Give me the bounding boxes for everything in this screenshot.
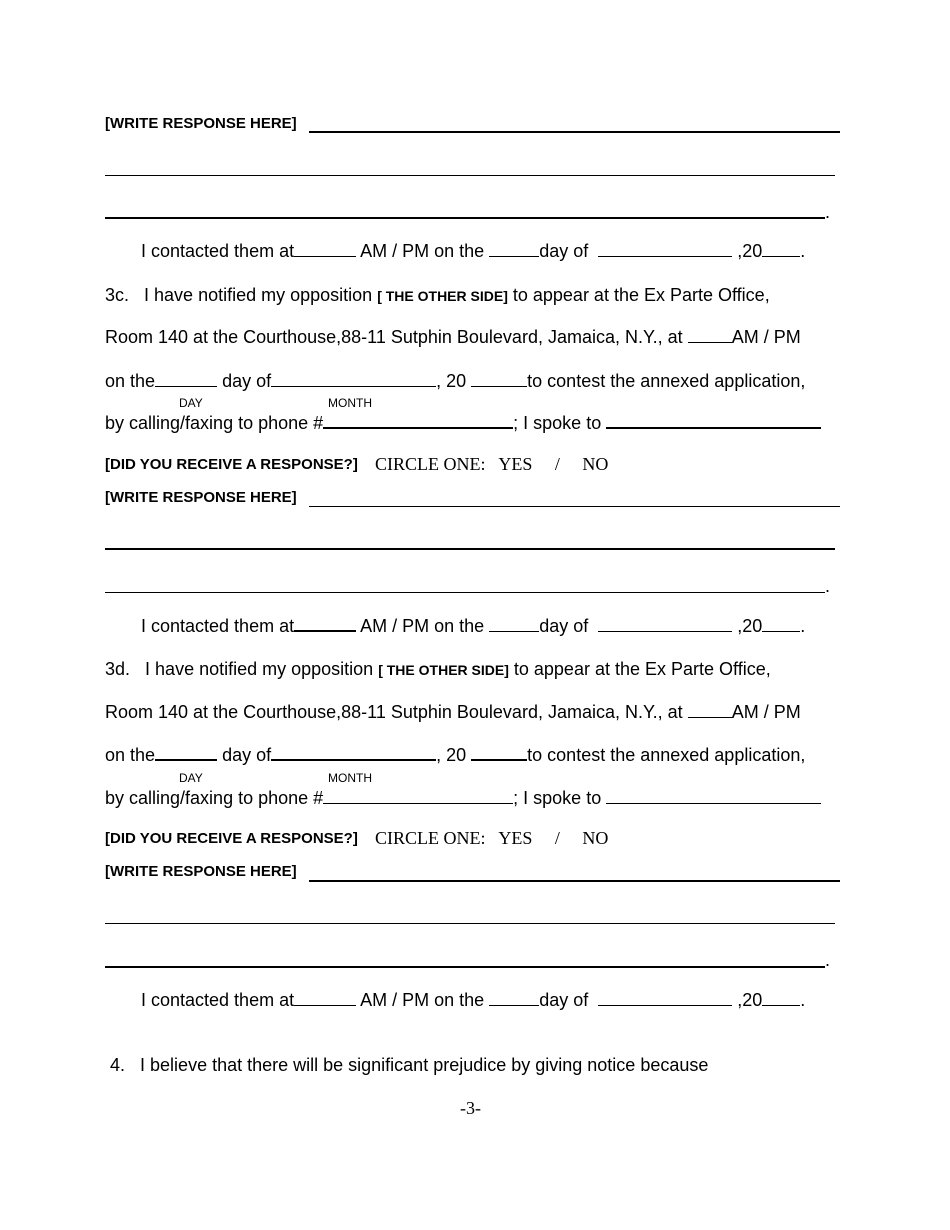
write-response-line-3[interactable] — [105, 217, 825, 219]
on-the-text: on the — [105, 745, 156, 765]
comma-20-text: , 20 — [436, 371, 467, 391]
write-response-line-2[interactable] — [105, 923, 835, 924]
yes-option[interactable]: YES — [498, 828, 533, 848]
contacted-year-blank[interactable] — [762, 255, 800, 257]
appear-month-blank[interactable] — [271, 758, 436, 761]
write-response-label: [WRITE RESPONSE HERE] — [105, 863, 297, 880]
contacted-time-blank[interactable] — [294, 255, 356, 257]
circle-one-row — [375, 455, 608, 473]
item-4-text: I believe that there will be significant prejudice by giving notice because — [140, 1055, 709, 1075]
appear-day-blank[interactable] — [155, 385, 217, 387]
write-response-label: [WRITE RESPONSE HERE] — [105, 489, 297, 506]
room-text: Room 140 at the Courthouse,88-11 Sutphin Boulevard, Jamaica, N.Y., at — [105, 327, 683, 347]
contacted-text-b: AM / PM on the — [360, 241, 485, 261]
section-3c-line-2 — [105, 328, 801, 346]
line-period: . — [825, 576, 831, 596]
appear-day-blank[interactable] — [155, 758, 217, 761]
write-response-label: [WRITE RESPONSE HERE] — [105, 115, 297, 132]
contacted-text-b: AM / PM on the — [360, 616, 485, 636]
room-text: Room 140 at the Courthouse,88-11 Sutphin Boulevard, Jamaica, N.Y., at — [105, 702, 683, 722]
other-side-label: [ THE OTHER SIDE] — [377, 288, 508, 304]
section-3d-line-3 — [105, 746, 805, 764]
contacted-line — [141, 617, 805, 635]
contacted-year-blank[interactable] — [762, 1004, 800, 1006]
circle-one-text: CIRCLE ONE: — [375, 828, 486, 848]
section-3d-line-1 — [105, 660, 771, 678]
contacted-text-c: day of — [539, 241, 589, 261]
calling-text: by calling/faxing to phone # — [105, 788, 324, 808]
section-3c-line-3 — [105, 372, 805, 390]
contest-text: to contest the annexed application, — [527, 371, 806, 391]
calling-text: by calling/faxing to phone # — [105, 413, 324, 433]
circle-one-text: CIRCLE ONE: — [375, 454, 486, 474]
month-caption: MONTH — [328, 396, 372, 410]
phone-blank[interactable] — [323, 802, 513, 804]
did-you-receive-label: [DID YOU RECEIVE A RESPONSE?] — [105, 830, 358, 847]
contacted-text-a: I contacted them at — [141, 616, 295, 636]
contacted-text-a: I contacted them at — [141, 241, 295, 261]
notified-text-b: to appear at the Ex Parte Office, — [512, 285, 770, 305]
write-response-line-3[interactable] — [105, 966, 825, 968]
no-option[interactable]: NO — [582, 454, 609, 474]
contacted-line — [141, 242, 805, 260]
section-number: 3c. — [105, 285, 130, 305]
section-3c-line-1 — [105, 286, 770, 304]
appear-year-blank[interactable] — [471, 385, 527, 387]
write-response-line-1[interactable] — [309, 880, 840, 882]
contacted-text-d: ,20 — [737, 990, 763, 1010]
section-3d-line-4 — [105, 789, 821, 807]
contacted-line — [141, 991, 805, 1009]
write-response-line-1[interactable] — [309, 131, 840, 133]
write-response-line-3[interactable] — [105, 592, 825, 593]
slash-separator: / — [554, 454, 560, 474]
appear-year-blank[interactable] — [471, 758, 527, 761]
write-response-line-2[interactable] — [105, 175, 835, 176]
line-period: . — [825, 202, 831, 222]
contacted-day-blank[interactable] — [489, 630, 539, 632]
contacted-text-d: ,20 — [737, 241, 763, 261]
contacted-month-blank[interactable] — [598, 1004, 732, 1006]
comma-20-text: , 20 — [436, 745, 467, 765]
item-4-line — [110, 1056, 708, 1074]
contacted-day-blank[interactable] — [489, 1004, 539, 1006]
contacted-month-blank[interactable] — [598, 255, 732, 257]
contacted-period: . — [800, 241, 806, 261]
day-of-text: day of — [222, 371, 272, 391]
day-caption: DAY — [179, 396, 203, 410]
notified-text-a: I have notified my opposition — [144, 285, 373, 305]
contacted-text-c: day of — [539, 616, 589, 636]
ampm-text: AM / PM — [731, 327, 801, 347]
day-of-text: day of — [222, 745, 272, 765]
spoke-text: ; I spoke to — [513, 788, 602, 808]
notified-text-b: to appear at the Ex Parte Office, — [513, 659, 771, 679]
write-response-line-1[interactable] — [309, 506, 840, 507]
contacted-period: . — [800, 990, 806, 1010]
contacted-text-a: I contacted them at — [141, 990, 295, 1010]
on-the-text: on the — [105, 371, 156, 391]
appear-time-blank[interactable] — [688, 716, 732, 718]
circle-one-row — [375, 829, 608, 847]
yes-option[interactable]: YES — [498, 454, 533, 474]
contacted-text-d: ,20 — [737, 616, 763, 636]
month-caption: MONTH — [328, 771, 372, 785]
contacted-period: . — [800, 616, 806, 636]
contacted-text-c: day of — [539, 990, 589, 1010]
contest-text: to contest the annexed application, — [527, 745, 806, 765]
other-side-label: [ THE OTHER SIDE] — [378, 662, 509, 678]
did-you-receive-label: [DID YOU RECEIVE A RESPONSE?] — [105, 456, 358, 473]
contacted-text-b: AM / PM on the — [360, 990, 485, 1010]
slash-separator: / — [554, 828, 560, 848]
phone-blank[interactable] — [323, 426, 513, 429]
day-caption: DAY — [179, 771, 203, 785]
contacted-day-blank[interactable] — [489, 255, 539, 257]
spoke-text: ; I spoke to — [513, 413, 602, 433]
section-3d-line-2 — [105, 703, 801, 721]
section-number: 3d. — [105, 659, 131, 679]
line-period: . — [825, 950, 831, 970]
appear-time-blank[interactable] — [688, 341, 732, 343]
spoke-to-blank[interactable] — [606, 426, 821, 429]
spoke-to-blank[interactable] — [606, 802, 821, 804]
section-3c-line-4 — [105, 414, 821, 432]
no-option[interactable]: NO — [582, 828, 609, 848]
contacted-year-blank[interactable] — [762, 630, 800, 632]
item-4-number: 4. — [110, 1055, 126, 1075]
ampm-text: AM / PM — [731, 702, 801, 722]
contacted-time-blank[interactable] — [294, 629, 356, 632]
contacted-month-blank[interactable] — [598, 630, 732, 632]
page-number: -3- — [460, 1098, 481, 1118]
contacted-time-blank[interactable] — [294, 1004, 356, 1006]
appear-month-blank[interactable] — [271, 385, 436, 387]
notified-text-a: I have notified my opposition — [145, 659, 374, 679]
write-response-line-2[interactable] — [105, 548, 835, 550]
